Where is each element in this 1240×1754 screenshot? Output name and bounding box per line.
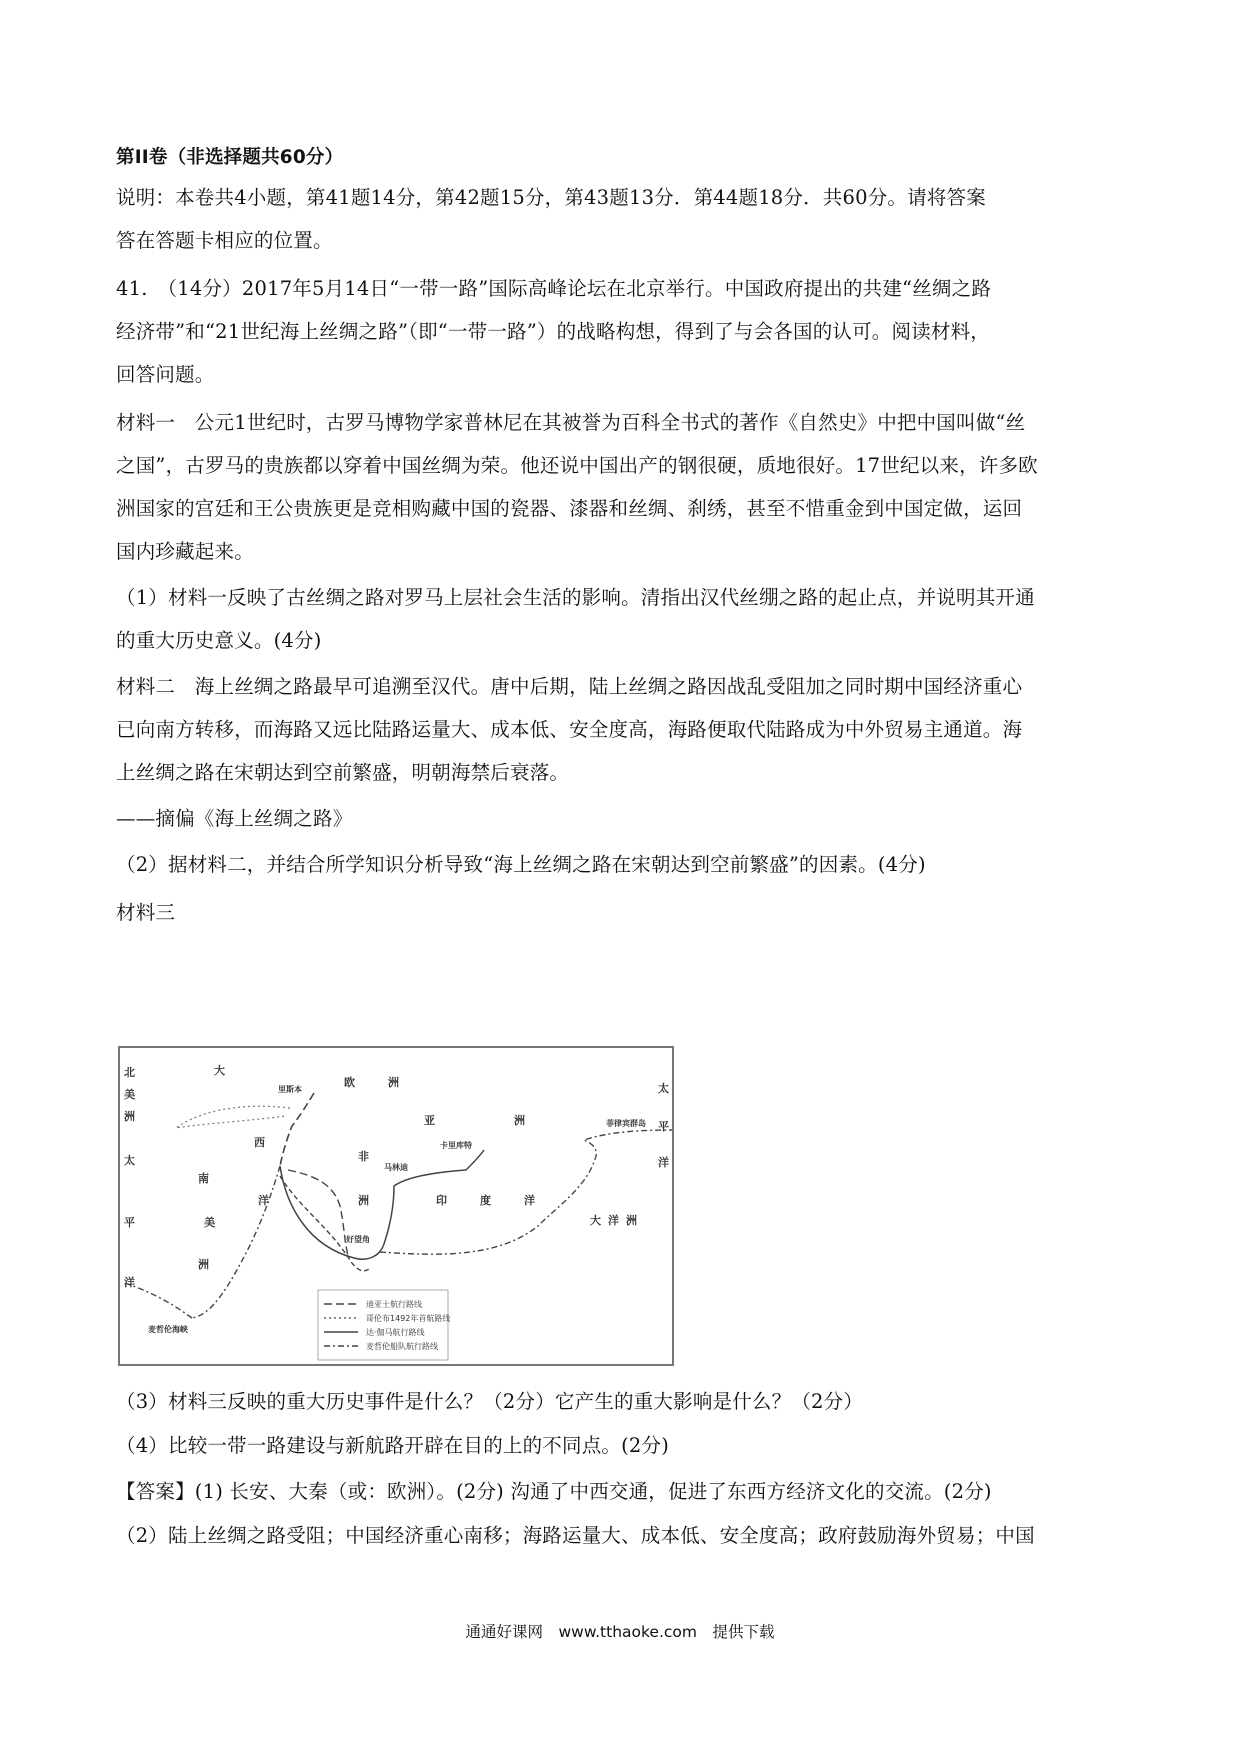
svg-text:洲: 洲: [358, 1194, 369, 1207]
svg-text:平: 平: [124, 1216, 135, 1229]
label-philippines: 菲律宾群岛: [606, 1119, 646, 1128]
label-lisbon: 里斯本: [278, 1085, 302, 1094]
q4: （4）比较一带一路建设与新航路开辟在目的上的不同点。(2分): [116, 1434, 670, 1457]
material1-line-2: 之国”，古罗马的贵族都以穿着中国丝绸为荣。他还说中国出产的钢很硬，质地很好。17世纪以来，许多欧: [116, 454, 1038, 477]
label-magellan: 麦哲伦海峡: [148, 1325, 188, 1334]
svg-text:太: 太: [124, 1154, 135, 1167]
svg-text:大: 大: [214, 1064, 225, 1077]
svg-text:洋: 洋: [524, 1194, 535, 1207]
legend-columbus: 哥伦布1492年首航路线: [366, 1314, 451, 1323]
label-pacific-east: [657, 1081, 669, 1169]
answer-line-2: （2）陆上丝绸之路受阻；中国经济重心南移；海路运量大、成本低、安全度高；政府鼓励海外贸易；中国: [116, 1524, 1035, 1547]
svg-text:大: 大: [590, 1214, 601, 1227]
answer-line-1: 【答案】(1) 长安、大秦（或：欧洲）。(2分) 沟通了中西交通，促进了东西方经济文化的交流。(2分): [116, 1480, 992, 1503]
svg-text:非: 非: [358, 1150, 369, 1163]
svg-text:洲: 洲: [626, 1214, 637, 1227]
svg-text:洋: 洋: [608, 1214, 619, 1227]
svg-text:洲: 洲: [198, 1258, 209, 1271]
svg-text:亚: 亚: [424, 1114, 435, 1127]
question-intro-line-2: 经济带”和“21世纪海上丝绸之路”（即“一带一路”）的战略构想，得到了与会各国的认可。阅读材料，: [116, 320, 991, 343]
material2-line-2: 已向南方转移，而海路又远比陆路运量大、成本低、安全度高，海路便取代陆路成为中外贸易主通道。海: [116, 718, 1023, 741]
svg-text:洲: 洲: [388, 1076, 399, 1089]
material2-source: ——摘偏《海上丝绸之路》: [116, 807, 353, 830]
svg-text:南: 南: [198, 1172, 209, 1185]
svg-text:北: 北: [124, 1066, 135, 1079]
question-intro-line-1: 41. （14分）2017年5月14日“一带一路”国际高峰论坛在北京举行。中国政府提出的共建“丝绸之路: [116, 277, 992, 300]
question-intro-line-3: 回答问题。: [116, 363, 215, 386]
svg-text:欧: 欧: [344, 1076, 355, 1089]
svg-text:洲: 洲: [514, 1114, 525, 1127]
instructions-line-2: 答在答题卡相应的位置。: [116, 229, 333, 252]
material1-line-4: 国内珍藏起来。: [116, 540, 254, 563]
legend-magellan: 麦哲伦船队航行路线: [366, 1342, 438, 1351]
svg-text:洋: 洋: [258, 1194, 269, 1207]
svg-text:太: 太: [658, 1082, 669, 1095]
svg-text:美: 美: [124, 1088, 135, 1101]
label-oceania: [590, 1213, 637, 1227]
svg-text:西: 西: [254, 1136, 265, 1149]
svg-text:印: 印: [436, 1194, 447, 1207]
material1-line-1: 材料一 公元1世纪时，古罗马博物学家普林尼在其被誉为百科全书式的著作《自然史》中把中国叫做“丝: [116, 411, 1026, 434]
material2-line-1: 材料二 海上丝绸之路最早可追溯至汉代。唐中后期，陆上丝绸之路因战乱受阻加之同时期中国经济重心: [116, 675, 1023, 698]
material2-line-3: 上丝绸之路在宋朝达到空前繁盛，明朝海禁后衰落。: [116, 761, 570, 784]
svg-text:美: 美: [204, 1216, 215, 1229]
legend-da-gama: 达·伽马航行路线: [366, 1328, 425, 1337]
legend-dias: 迪亚士航行路线: [366, 1300, 422, 1309]
q1-line-2: 的重大历史意义。(4分): [116, 629, 322, 652]
svg-text:平: 平: [658, 1120, 669, 1133]
q3: （3）材料三反映的重大历史事件是什么？（2分）它产生的重大影响是什么？（2分）: [116, 1390, 864, 1413]
material1-line-3: 洲国家的宫廷和王公贵族更是竞相购藏中国的瓷器、漆器和丝绸、刹绣，甚至不惜重金到中国定做，运回: [116, 497, 1023, 520]
label-cape: 好望角: [346, 1235, 370, 1244]
q2: （2）据材料二，并结合所学知识分析导致“海上丝绸之路在宋朝达到空前繁盛”的因素。(4分): [116, 853, 926, 876]
svg-text:洋: 洋: [124, 1276, 135, 1289]
svg-text:洲: 洲: [124, 1110, 135, 1123]
voyage-route-map: [118, 1046, 674, 1366]
label-calicut: 卡里库特: [440, 1141, 472, 1150]
svg-text:洋: 洋: [658, 1156, 669, 1169]
q1-line-1: （1）材料一反映了古丝绸之路对罗马上层社会生活的影响。清指出汉代丝绷之路的起止点，并说明其开通: [116, 586, 1035, 609]
svg-text:度: 度: [480, 1194, 491, 1207]
material3-label: 材料三: [116, 901, 176, 924]
label-north-america: [124, 1066, 135, 1123]
label-malindi: 马林迪: [384, 1163, 408, 1172]
footer-watermark: 通通好课网 www.tthaoke.com 提供下载: [465, 1623, 775, 1641]
map-legend: [318, 1290, 450, 1360]
section-title: 第II卷（非选择题共60分）: [116, 147, 344, 168]
instructions-line-1: 说明：本卷共4小题，第41题14分，第42题15分，第43题13分．第44题18分．共60分。请将答案: [116, 186, 986, 209]
